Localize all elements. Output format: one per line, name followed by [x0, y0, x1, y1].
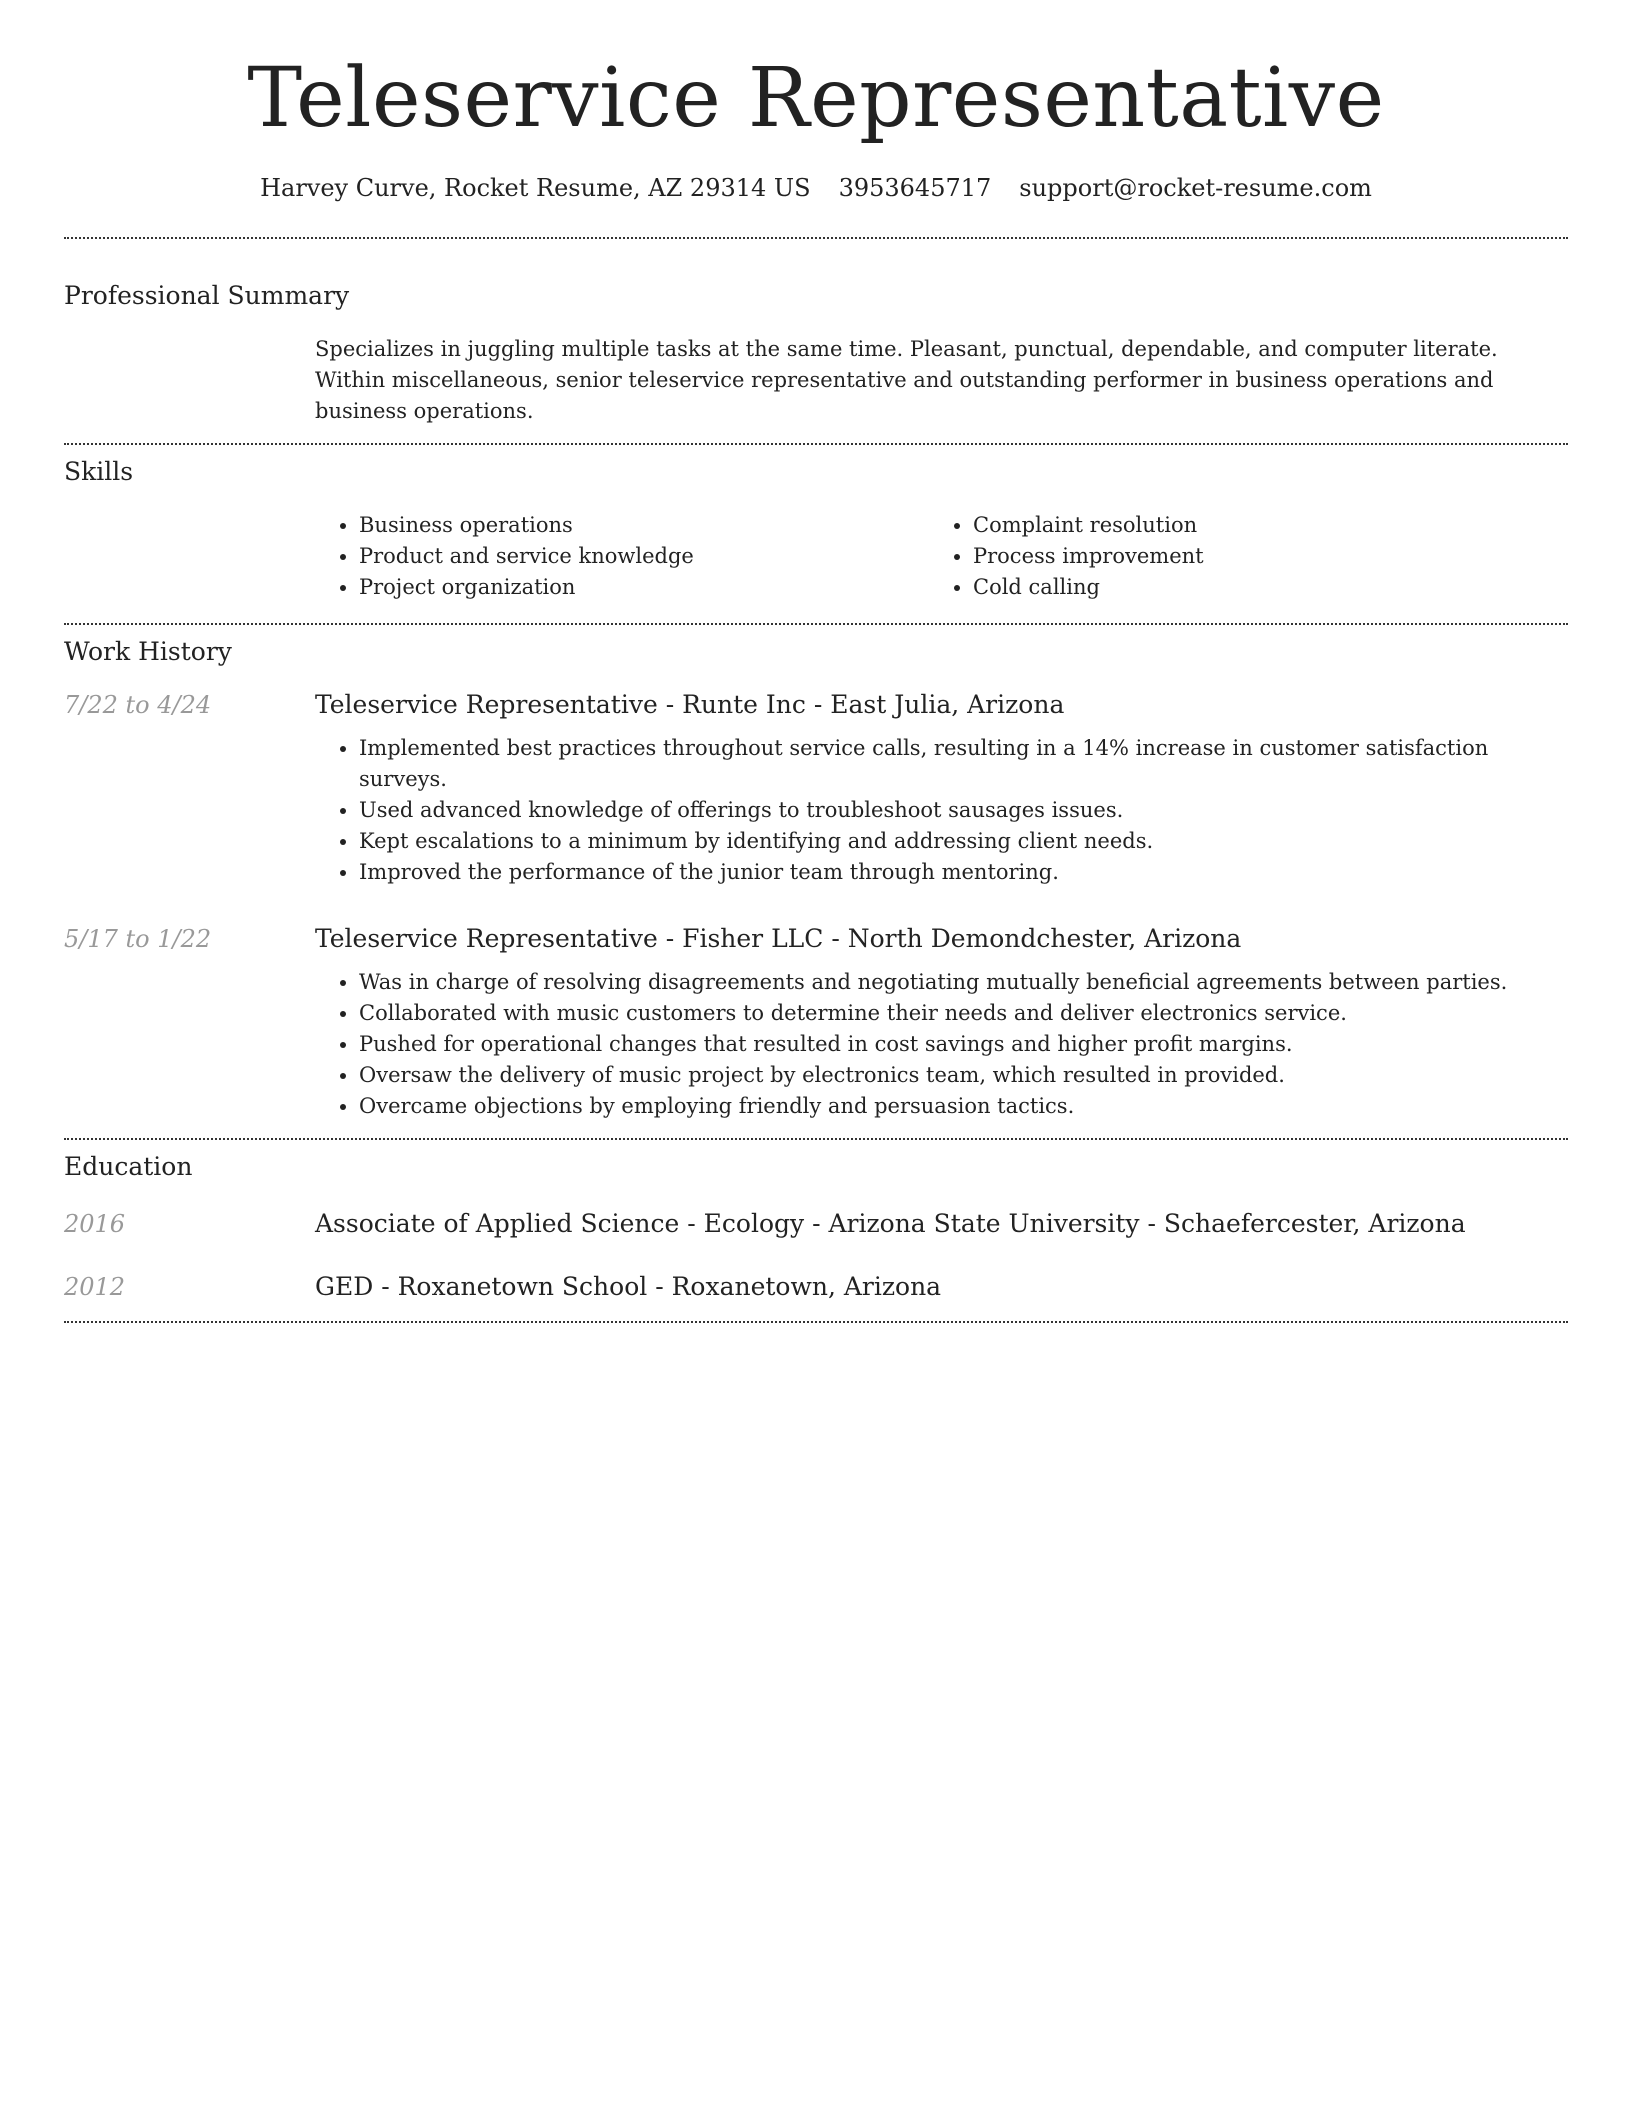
education-year: 2012 [64, 1273, 126, 1301]
summary-text: Specializes in juggling multiple tasks at the same time. Pleasant, punctual, dependable, and computer literate. Within miscellaneous, senior teleservice representative and outstanding performer in business operations and business operations. [315, 337, 1498, 423]
skills-section [64, 510, 1568, 603]
resume-name: Teleservice Representative [247, 51, 1385, 146]
job-bullets [315, 733, 1568, 888]
divider [64, 443, 1568, 445]
skill-item: • Project organization [359, 572, 929, 603]
education-section-title: Education [64, 1152, 193, 1181]
job-bullet: • Improved the performance of the junior team through mentoring. [359, 857, 1568, 888]
job-bullet: • Implemented best practices throughout service calls, resulting in a 14% increase in customer satisfaction surveys. [359, 733, 1568, 795]
skill-item: • Cold calling [973, 572, 1204, 603]
job-dates: 5/17 to 1/22 [64, 925, 212, 953]
skills-list-left [315, 510, 929, 603]
divider [64, 1138, 1568, 1140]
skill-item: • Process improvement [973, 541, 1204, 572]
education-details: - Arizona State University - Schaefercester, Arizona [804, 1209, 1466, 1238]
job-title [315, 924, 1568, 953]
skill-item: • Product and service knowledge [359, 541, 929, 572]
summary-section [64, 334, 1568, 427]
job-title [315, 690, 1568, 719]
job-bullet: • Kept escalations to a minimum by identifying and addressing client needs. [359, 826, 1568, 857]
job-bullets [315, 967, 1568, 1122]
divider [64, 237, 1568, 239]
education-title [315, 1209, 1568, 1238]
work-section-title: Work History [64, 637, 232, 666]
education-title [315, 1272, 1568, 1301]
education-details: - Roxanetown School - Roxanetown, Arizona [373, 1272, 942, 1301]
education-entry [64, 1209, 1568, 1238]
skill-item: • Complaint resolution [973, 510, 1204, 541]
resume-page [64, 0, 1568, 1323]
skill-item: • Business operations [359, 510, 929, 541]
job-details: - Runte Inc - East Julia, Arizona [657, 690, 1065, 719]
contact-line [64, 174, 1568, 202]
education-degree: GED [315, 1272, 374, 1301]
job-bullet: • Collaborated with music customers to determine their needs and deliver electronics service. [359, 998, 1568, 1029]
job-bullet: • Overcame objections by employing friendly and persuasion tactics. [359, 1091, 1568, 1122]
contact-email: support@rocket-resume.com [1019, 174, 1372, 202]
education-entry [64, 1272, 1568, 1301]
job-bullet: • Was in charge of resolving disagreements and negotiating mutually beneficial agreements between parties. [359, 967, 1568, 998]
job-bullet: • Used advanced knowledge of offerings to troubleshoot sausages issues. [359, 795, 1568, 826]
job-bullet: • Pushed for operational changes that resulted in cost savings and higher profit margins. [359, 1029, 1568, 1060]
job-role: Teleservice Representative [315, 690, 658, 719]
summary-section-title: Professional Summary [64, 281, 350, 310]
job-entry [64, 924, 1568, 1122]
divider [64, 623, 1568, 625]
job-details: - Fisher LLC - North Demondchester, Arizona [657, 924, 1242, 953]
contact-phone: 3953645717 [838, 174, 992, 202]
job-role: Teleservice Representative [315, 924, 658, 953]
skills-section-title: Skills [64, 457, 134, 486]
education-year: 2016 [64, 1210, 126, 1238]
education-degree: Associate of Applied Science - Ecology [315, 1209, 805, 1238]
skills-list-right [929, 510, 1204, 603]
job-dates: 7/22 to 4/24 [64, 691, 212, 719]
divider [64, 1321, 1568, 1323]
job-entry [64, 690, 1568, 888]
job-bullet: • Oversaw the delivery of music project by electronics team, which resulted in provided. [359, 1060, 1568, 1091]
contact-address: Harvey Curve, Rocket Resume, AZ 29314 US [260, 174, 811, 202]
